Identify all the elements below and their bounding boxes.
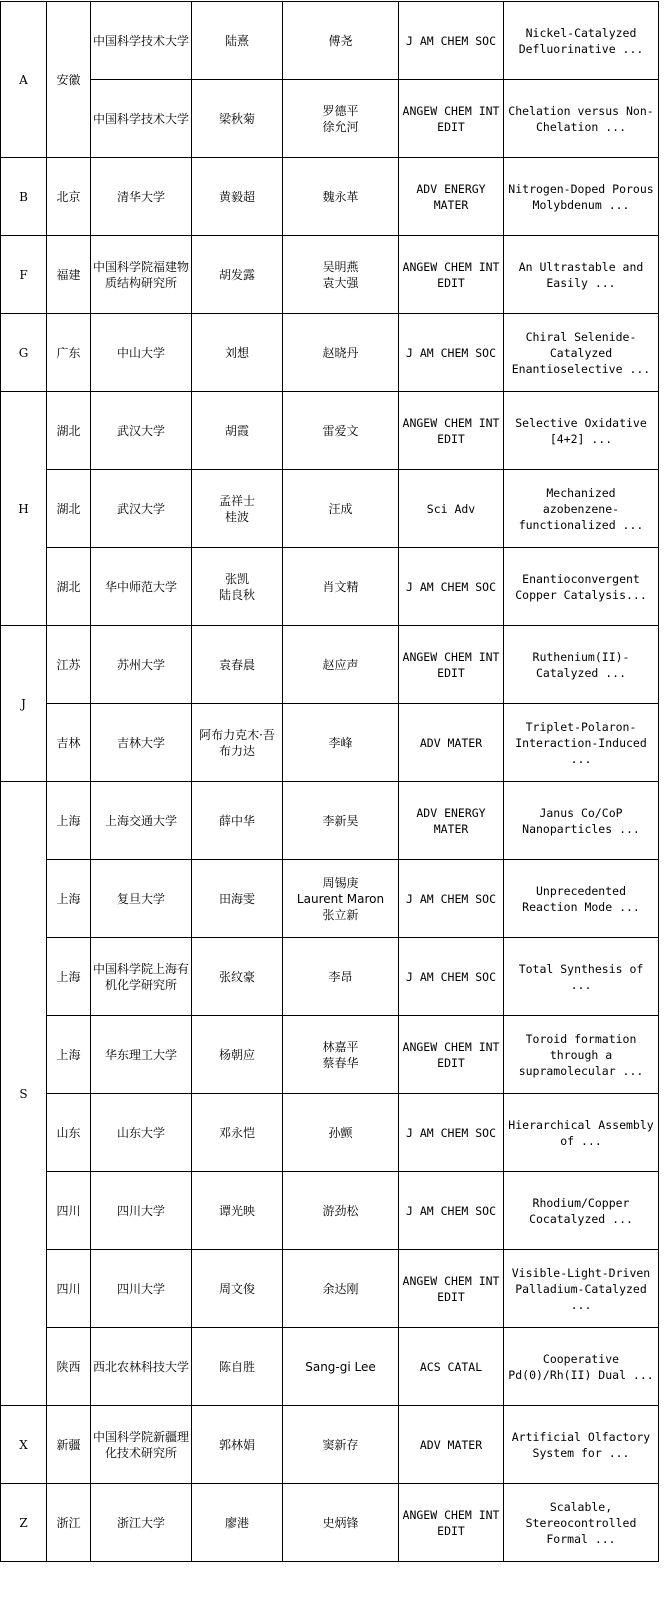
table-row: [1, 626, 659, 704]
author-cell: 周文俊: [192, 1250, 283, 1328]
corresponding-author-cell: 史炳锋: [283, 1484, 399, 1562]
title-cell: Total Synthesis of ...: [504, 938, 659, 1016]
title-cell: Unprecedented Reaction Mode ...: [504, 860, 659, 938]
title-cell: Mechanized azobenzene-functionalized ...: [504, 470, 659, 548]
table-body: [1, 2, 659, 1562]
group-letter-cell: S: [1, 782, 47, 1406]
author-cell: 田海雯: [192, 860, 283, 938]
title-cell: Ruthenium(II)-Catalyzed ...: [504, 626, 659, 704]
table-row: [1, 236, 659, 314]
province-cell: 陕西: [47, 1328, 91, 1406]
group-letter-cell: X: [1, 1406, 47, 1484]
table-row: [1, 314, 659, 392]
title-cell: Artificial Olfactory System for ...: [504, 1406, 659, 1484]
province-cell: 江苏: [47, 626, 91, 704]
title-cell: Visible-Light-Driven Palladium-Catalyzed ...: [504, 1250, 659, 1328]
group-letter-cell: H: [1, 392, 47, 626]
group-letter-cell: Z: [1, 1484, 47, 1562]
table-row: [1, 938, 659, 1016]
table-row: [1, 1484, 659, 1562]
institution-cell: 西北农林科技大学: [91, 1328, 192, 1406]
province-cell: 吉林: [47, 704, 91, 782]
table-row: [1, 80, 659, 158]
journal-cell: ANGEW CHEM INT EDIT: [399, 1250, 504, 1328]
institution-cell: 四川大学: [91, 1172, 192, 1250]
corresponding-author-cell: 李新昊: [283, 782, 399, 860]
author-cell: 张纹豪: [192, 938, 283, 1016]
title-cell: Janus Co/CoP Nanoparticles ...: [504, 782, 659, 860]
province-cell: 湖北: [47, 392, 91, 470]
author-cell: 薛中华: [192, 782, 283, 860]
title-cell: Enantioconvergent Copper Catalysis...: [504, 548, 659, 626]
institution-cell: 上海交通大学: [91, 782, 192, 860]
journal-cell: J AM CHEM SOC: [399, 548, 504, 626]
table-row: [1, 1406, 659, 1484]
institution-cell: 中国科学院新疆理化技术研究所: [91, 1406, 192, 1484]
group-letter-cell: B: [1, 158, 47, 236]
journal-cell: ADV ENERGY MATER: [399, 782, 504, 860]
province-cell: 四川: [47, 1250, 91, 1328]
journal-cell: J AM CHEM SOC: [399, 314, 504, 392]
table-row: [1, 704, 659, 782]
institution-cell: 武汉大学: [91, 470, 192, 548]
title-cell: Toroid formation through a supramolecular ...: [504, 1016, 659, 1094]
author-cell: 黄毅超: [192, 158, 283, 236]
journal-cell: ADV MATER: [399, 704, 504, 782]
journal-cell: ANGEW CHEM INT EDIT: [399, 1016, 504, 1094]
institution-cell: 苏州大学: [91, 626, 192, 704]
institution-cell: 山东大学: [91, 1094, 192, 1172]
province-cell: 山东: [47, 1094, 91, 1172]
institution-cell: 浙江大学: [91, 1484, 192, 1562]
corresponding-author-cell: 赵晓丹: [283, 314, 399, 392]
province-cell: 上海: [47, 782, 91, 860]
papers-table: [0, 1, 659, 1562]
journal-cell: ADV MATER: [399, 1406, 504, 1484]
institution-cell: 中国科学院上海有机化学研究所: [91, 938, 192, 1016]
author-cell: 张凯 陆良秋: [192, 548, 283, 626]
title-cell: Hierarchical Assembly of ...: [504, 1094, 659, 1172]
corresponding-author-cell: 雷爱文: [283, 392, 399, 470]
author-cell: 邓永恺: [192, 1094, 283, 1172]
journal-cell: ANGEW CHEM INT EDIT: [399, 1484, 504, 1562]
province-cell: 上海: [47, 1016, 91, 1094]
province-cell: 北京: [47, 158, 91, 236]
journal-cell: J AM CHEM SOC: [399, 860, 504, 938]
title-cell: Cooperative Pd(0)/Rh(II) Dual ...: [504, 1328, 659, 1406]
province-cell: 福建: [47, 236, 91, 314]
institution-cell: 中国科学技术大学: [91, 2, 192, 80]
journal-cell: ADV ENERGY MATER: [399, 158, 504, 236]
province-cell: 上海: [47, 938, 91, 1016]
table-row: [1, 548, 659, 626]
title-cell: Scalable, Stereocontrolled Formal ...: [504, 1484, 659, 1562]
table-row: [1, 392, 659, 470]
journal-cell: Sci Adv: [399, 470, 504, 548]
title-cell: An Ultrastable and Easily ...: [504, 236, 659, 314]
institution-cell: 清华大学: [91, 158, 192, 236]
table-row: [1, 1094, 659, 1172]
title-cell: Chiral Selenide-Catalyzed Enantioselective ...: [504, 314, 659, 392]
author-cell: 阿布力克木·吾布力达: [192, 704, 283, 782]
table-row: [1, 860, 659, 938]
institution-cell: 中国科学院福建物质结构研究所: [91, 236, 192, 314]
province-cell: 上海: [47, 860, 91, 938]
author-cell: 杨朝应: [192, 1016, 283, 1094]
institution-cell: 吉林大学: [91, 704, 192, 782]
journal-cell: ANGEW CHEM INT EDIT: [399, 236, 504, 314]
author-cell: 袁春晨: [192, 626, 283, 704]
author-cell: 梁秋菊: [192, 80, 283, 158]
corresponding-author-cell: 李昂: [283, 938, 399, 1016]
author-cell: 孟祥士 桂波: [192, 470, 283, 548]
institution-cell: 复旦大学: [91, 860, 192, 938]
corresponding-author-cell: 吴明燕 袁大强: [283, 236, 399, 314]
journal-cell: J AM CHEM SOC: [399, 938, 504, 1016]
table-row: [1, 1250, 659, 1328]
institution-cell: 华东理工大学: [91, 1016, 192, 1094]
journal-cell: J AM CHEM SOC: [399, 2, 504, 80]
journal-cell: ANGEW CHEM INT EDIT: [399, 80, 504, 158]
group-letter-cell: A: [1, 2, 47, 158]
author-cell: 陆熹: [192, 2, 283, 80]
table-row: [1, 782, 659, 860]
corresponding-author-cell: 肖文精: [283, 548, 399, 626]
institution-cell: 四川大学: [91, 1250, 192, 1328]
author-cell: 郭林娟: [192, 1406, 283, 1484]
institution-cell: 中山大学: [91, 314, 192, 392]
corresponding-author-cell: 孙颤: [283, 1094, 399, 1172]
corresponding-author-cell: 罗德平 徐允河: [283, 80, 399, 158]
province-cell: 新疆: [47, 1406, 91, 1484]
author-cell: 刘想: [192, 314, 283, 392]
table-row: [1, 2, 659, 80]
corresponding-author-cell: 汪成: [283, 470, 399, 548]
title-cell: Selective Oxidative [4+2] ...: [504, 392, 659, 470]
province-cell: 安徽: [47, 2, 91, 158]
table-row: [1, 470, 659, 548]
institution-cell: 华中师范大学: [91, 548, 192, 626]
province-cell: 湖北: [47, 548, 91, 626]
author-cell: 胡发露: [192, 236, 283, 314]
corresponding-author-cell: 窦新存: [283, 1406, 399, 1484]
corresponding-author-cell: 游劲松: [283, 1172, 399, 1250]
corresponding-author-cell: 周锡庚 Laurent Maron 张立新: [283, 860, 399, 938]
corresponding-author-cell: 余达刚: [283, 1250, 399, 1328]
title-cell: Rhodium/Copper Cocatalyzed ...: [504, 1172, 659, 1250]
corresponding-author-cell: 赵应声: [283, 626, 399, 704]
author-cell: 胡霞: [192, 392, 283, 470]
journal-cell: ACS CATAL: [399, 1328, 504, 1406]
institution-cell: 武汉大学: [91, 392, 192, 470]
author-cell: 谭光映: [192, 1172, 283, 1250]
title-cell: Nitrogen-Doped Porous Molybdenum ...: [504, 158, 659, 236]
institution-cell: 中国科学技术大学: [91, 80, 192, 158]
journal-cell: J AM CHEM SOC: [399, 1172, 504, 1250]
title-cell: Nickel-Catalyzed Defluorinative ...: [504, 2, 659, 80]
province-cell: 广东: [47, 314, 91, 392]
title-cell: Triplet-Polaron-Interaction-Induced ...: [504, 704, 659, 782]
corresponding-author-cell: 林嘉平 蔡春华: [283, 1016, 399, 1094]
province-cell: 浙江: [47, 1484, 91, 1562]
corresponding-author-cell: 李峰: [283, 704, 399, 782]
journal-cell: ANGEW CHEM INT EDIT: [399, 626, 504, 704]
table-row: [1, 158, 659, 236]
table-row: [1, 1172, 659, 1250]
table-row: [1, 1328, 659, 1406]
corresponding-author-cell: Sang-gi Lee: [283, 1328, 399, 1406]
author-cell: 陈自胜: [192, 1328, 283, 1406]
corresponding-author-cell: 傅尧: [283, 2, 399, 80]
corresponding-author-cell: 魏永革: [283, 158, 399, 236]
table-row: [1, 1016, 659, 1094]
journal-cell: ANGEW CHEM INT EDIT: [399, 392, 504, 470]
group-letter-cell: F: [1, 236, 47, 314]
province-cell: 湖北: [47, 470, 91, 548]
author-cell: 廖港: [192, 1484, 283, 1562]
group-letter-cell: J: [1, 626, 47, 782]
journal-cell: J AM CHEM SOC: [399, 1094, 504, 1172]
title-cell: Chelation versus Non-Chelation ...: [504, 80, 659, 158]
group-letter-cell: G: [1, 314, 47, 392]
province-cell: 四川: [47, 1172, 91, 1250]
